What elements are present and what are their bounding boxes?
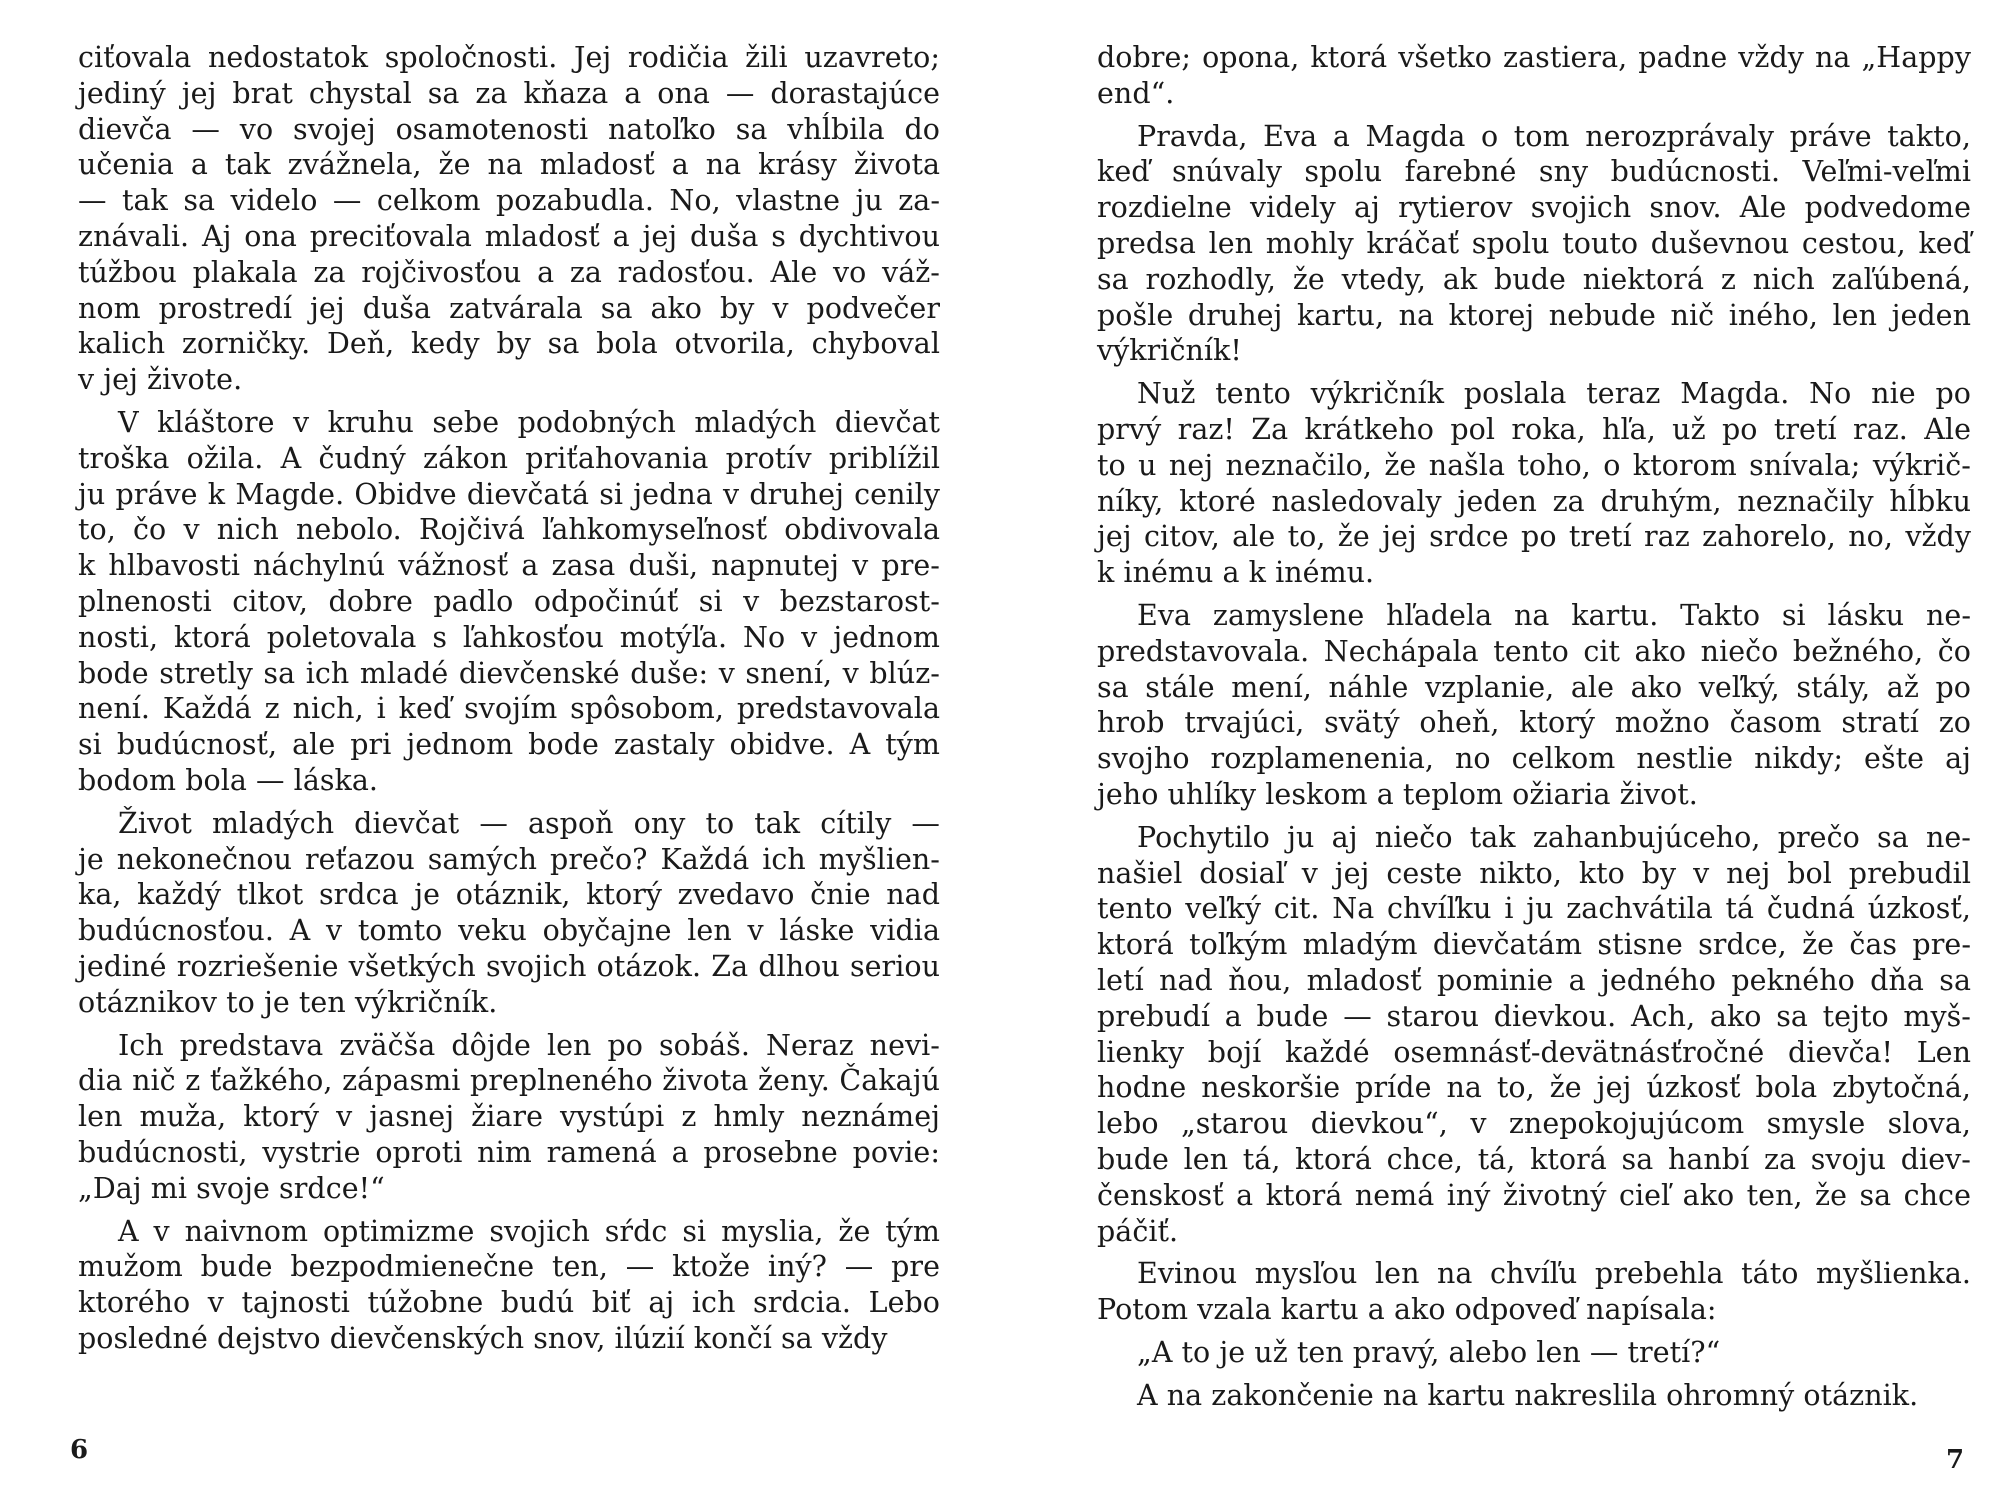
text-line: „A to je už ten pravý, alebo len — tretí?“: [1137, 1335, 1721, 1369]
text-line: V kláštore v kruhu sebe podobných mladých dievčat: [118, 405, 940, 439]
paragraph: [1097, 820, 1971, 1250]
text-line: níky, ktoré nasledovaly jeden za druhým, neznačily hĺbku: [1097, 484, 1971, 518]
text-line: bodom bola — láska.: [78, 763, 379, 797]
text-line: není. Každá z nich, i keď svojím spôsobom, predstavovala: [78, 692, 940, 726]
right-page-text: [1097, 40, 1971, 1420]
text-line: pošle druhej kartu, na ktorej nebude nič iného, len jeden: [1097, 298, 1971, 332]
text-line: kalich zorničky. Deň, kedy by sa bola otvorila, chyboval: [78, 327, 940, 361]
text-line: hrob trvajúci, svätý oheň, ktorý možno časom stratí zo: [1097, 706, 1971, 740]
text-line: znávali. Aj ona preciťovala mladosť a jej duša s dychtivou: [78, 219, 940, 253]
text-line: ka, každý tlkot srdca je otáznik, ktorý zvedavo čnie nad: [78, 878, 940, 912]
text-line: učenia a tak zvážnela, že na mladosť a na krásy života: [78, 148, 940, 182]
text-line: lebo „starou dievkou“, v znepokojujúcom smysle slova,: [1097, 1107, 1971, 1141]
text-line: to, čo v nich nebolo. Rojčivá ľahkomyseľnosť obdivovala: [78, 513, 940, 547]
text-line: sa rozhodly, že vtedy, ak bude niektorá z nich zaľúbená,: [1097, 262, 1971, 296]
text-line: otáznikov to je ten výkričník.: [78, 985, 498, 1019]
text-line: našiel dosiaľ v jej ceste nikto, kto by v nej bol prebudil: [1097, 856, 1971, 890]
text-line: Život mladých dievčat — aspoň ony to tak cítily —: [118, 806, 940, 840]
text-line: výkričník!: [1097, 334, 1242, 368]
text-line: end“.: [1097, 76, 1175, 110]
paragraph: [1097, 376, 1971, 591]
paragraph: [78, 1028, 940, 1207]
text-line: Pochytilo ju aj niečo tak zahanbujúceho, prečo sa ne-: [1137, 820, 1971, 854]
text-line: k inému a k inému.: [1097, 556, 1375, 590]
text-line: posledné dejstvo dievčenských snov, ilúzií končí sa vždy: [78, 1321, 888, 1355]
text-line: jediný jej brat chystal sa za kňaza a ona — dorastajúce: [78, 76, 940, 110]
text-line: len muža, ktorý v jasnej žiare vystúpi z hmly neznámej: [78, 1100, 940, 1134]
text-line: nosti, ktorá poletovala s ľahkosťou motýľa. No v jednom: [78, 620, 940, 654]
text-line: Nuž tento výkričník poslala teraz Magda. No nie po: [1137, 377, 1971, 411]
paragraph: [1097, 119, 1971, 370]
text-line: tento veľký cit. Na chvíľku i ju zachvátila tá čudná úzkosť,: [1097, 892, 1971, 926]
text-line: ktorého v tajnosti túžobne budú biť aj ich srdcia. Lebo: [78, 1286, 940, 1320]
text-line: Evinou mysľou len na chvíľu prebehla táto myšlienka.: [1137, 1257, 1971, 1291]
text-line: predsa len mohly kráčať spolu touto duševnou cestou, keď: [1097, 226, 1971, 260]
paragraph: [1097, 40, 1971, 112]
paragraph: [78, 1214, 940, 1357]
text-line: dievča — vo svojej osamotenosti natoľko sa vhĺbila do: [78, 112, 940, 146]
text-line: rozdielne videly aj rytierov svojich snov. Ale podvedome: [1097, 191, 1971, 225]
text-line: čenskosť a ktorá nemá iný životný cieľ ako ten, že sa chce: [1097, 1178, 1971, 1212]
text-line: páčiť.: [1097, 1214, 1179, 1248]
text-line: hodne neskoršie príde na to, že jej úzkosť bola zbytočná,: [1097, 1071, 1971, 1105]
text-line: dia nič z ťažkého, zápasmi preplneného života ženy. Čakajú: [78, 1064, 940, 1098]
text-line: Pravda, Eva a Magda o tom nerozprávaly práve takto,: [1137, 119, 1971, 153]
text-line: Eva zamyslene hľadela na kartu. Takto si lásku ne-: [1137, 598, 1971, 632]
text-line: Potom vzala kartu a ako odpoveď napísala:: [1097, 1293, 1717, 1327]
text-line: túžbou plakala za rojčivosťou a za radosťou. Ale vo váž-: [78, 255, 940, 289]
text-line: prebudí a bude — starou dievkou. Ach, ako sa tejto myš-: [1097, 999, 1971, 1033]
text-line: svojho rozplamenenia, no celkom nestlie nikdy; ešte aj: [1097, 742, 1971, 776]
text-line: budúcnosti, vystrie oproti nim ramená a prosebne povie:: [78, 1135, 940, 1169]
text-line: „Daj mi svoje srdce!“: [78, 1171, 385, 1205]
text-line: keď snúvaly spolu farebné sny budúcnosti. Veľmi-veľmi: [1097, 155, 1971, 189]
text-line: mužom bude bezpodmienečne ten, — ktože iný? — pre: [78, 1250, 940, 1284]
text-line: bude len tá, ktorá chce, tá, ktorá sa hanbí za svoju diev-: [1097, 1142, 1971, 1176]
text-line: k hlbavosti náchylnú vážnosť a zasa duši, napnutej v pre-: [78, 549, 940, 583]
text-line: ju práve k Magde. Obidve dievčatá si jedna v druhej cenily: [78, 477, 940, 511]
paragraph: [78, 405, 940, 799]
text-line: Ich predstava zväčša dôjde len po sobáš. Neraz nevi-: [118, 1028, 940, 1062]
left-page-text: [78, 40, 940, 1364]
text-line: letí nad ňou, mladosť pominie a jedného pekného dňa sa: [1097, 963, 1971, 997]
text-line: je nekonečnou reťazou samých prečo? Každá ich myšlien-: [78, 842, 940, 876]
text-line: sa stále mení, náhle vzplanie, ale ako veľký, stály, až po: [1097, 670, 1971, 704]
page-number: 7: [1946, 1445, 1965, 1475]
text-line: jeho uhlíky leskom a teplom ožiaria život.: [1097, 777, 1698, 811]
text-line: v jej živote.: [78, 363, 243, 397]
text-line: A v naivnom optimizme svojich sŕdc si myslia, že tým: [118, 1214, 940, 1248]
text-line: jej citov, ale to, že jej srdce po tretí raz zahorelo, no, vždy: [1097, 520, 1971, 554]
text-line: to u nej neznačilo, že našla toho, o ktorom snívala; výkrič-: [1097, 448, 1971, 482]
text-line: lienky bojí každé osemnásť-devätnásťročné dievča! Len: [1097, 1035, 1971, 1069]
text-line: prvý raz! Za krátkeho pol roka, hľa, už po tretí raz. Ale: [1097, 412, 1971, 446]
text-line: dobre; opona, ktorá všetko zastiera, padne vždy na „Happy: [1097, 41, 1971, 74]
text-line: nom prostredí jej duša zatvárala sa ako by v podvečer: [78, 291, 940, 325]
paragraph: [1097, 1256, 1971, 1328]
paragraph: [1097, 598, 1971, 813]
paragraph: [78, 40, 940, 398]
text-line: A na zakončenie na kartu nakreslila ohromný otáznik.: [1137, 1378, 1919, 1412]
text-line: ciťovala nedostatok spoločnosti. Jej rodičia žili uzavreto;: [78, 41, 940, 74]
text-line: troška ožila. A čudný zákon priťahovania protív priblížil: [78, 441, 940, 475]
text-line: — tak sa videlo — celkom pozabudla. No, vlastne ju za-: [78, 184, 940, 218]
text-line: budúcnosťou. A v tomto veku obyčajne len v láske vidia: [78, 914, 940, 948]
page-number: 6: [70, 1435, 89, 1465]
right-page: [1006, 0, 2012, 1500]
paragraph: [1097, 1378, 1971, 1414]
text-line: si budúcnosť, ale pri jednom bode zastaly obidve. A tým: [78, 728, 940, 762]
paragraph: [78, 806, 940, 1021]
text-line: jediné rozriešenie všetkých svojich otázok. Za dlhou seriou: [78, 949, 940, 983]
text-line: ktorá toľkým mladým dievčatám stisne srdce, že čas pre-: [1097, 928, 1971, 962]
text-line: plnenosti citov, dobre padlo odpočinúť si v bezstarost-: [78, 584, 940, 618]
paragraph: [1097, 1335, 1971, 1371]
text-line: bode stretly sa ich mladé dievčenské duše: v snení, v blúz-: [78, 656, 940, 690]
text-line: predstavovala. Nechápala tento cit ako niečo bežného, čo: [1097, 634, 1971, 668]
